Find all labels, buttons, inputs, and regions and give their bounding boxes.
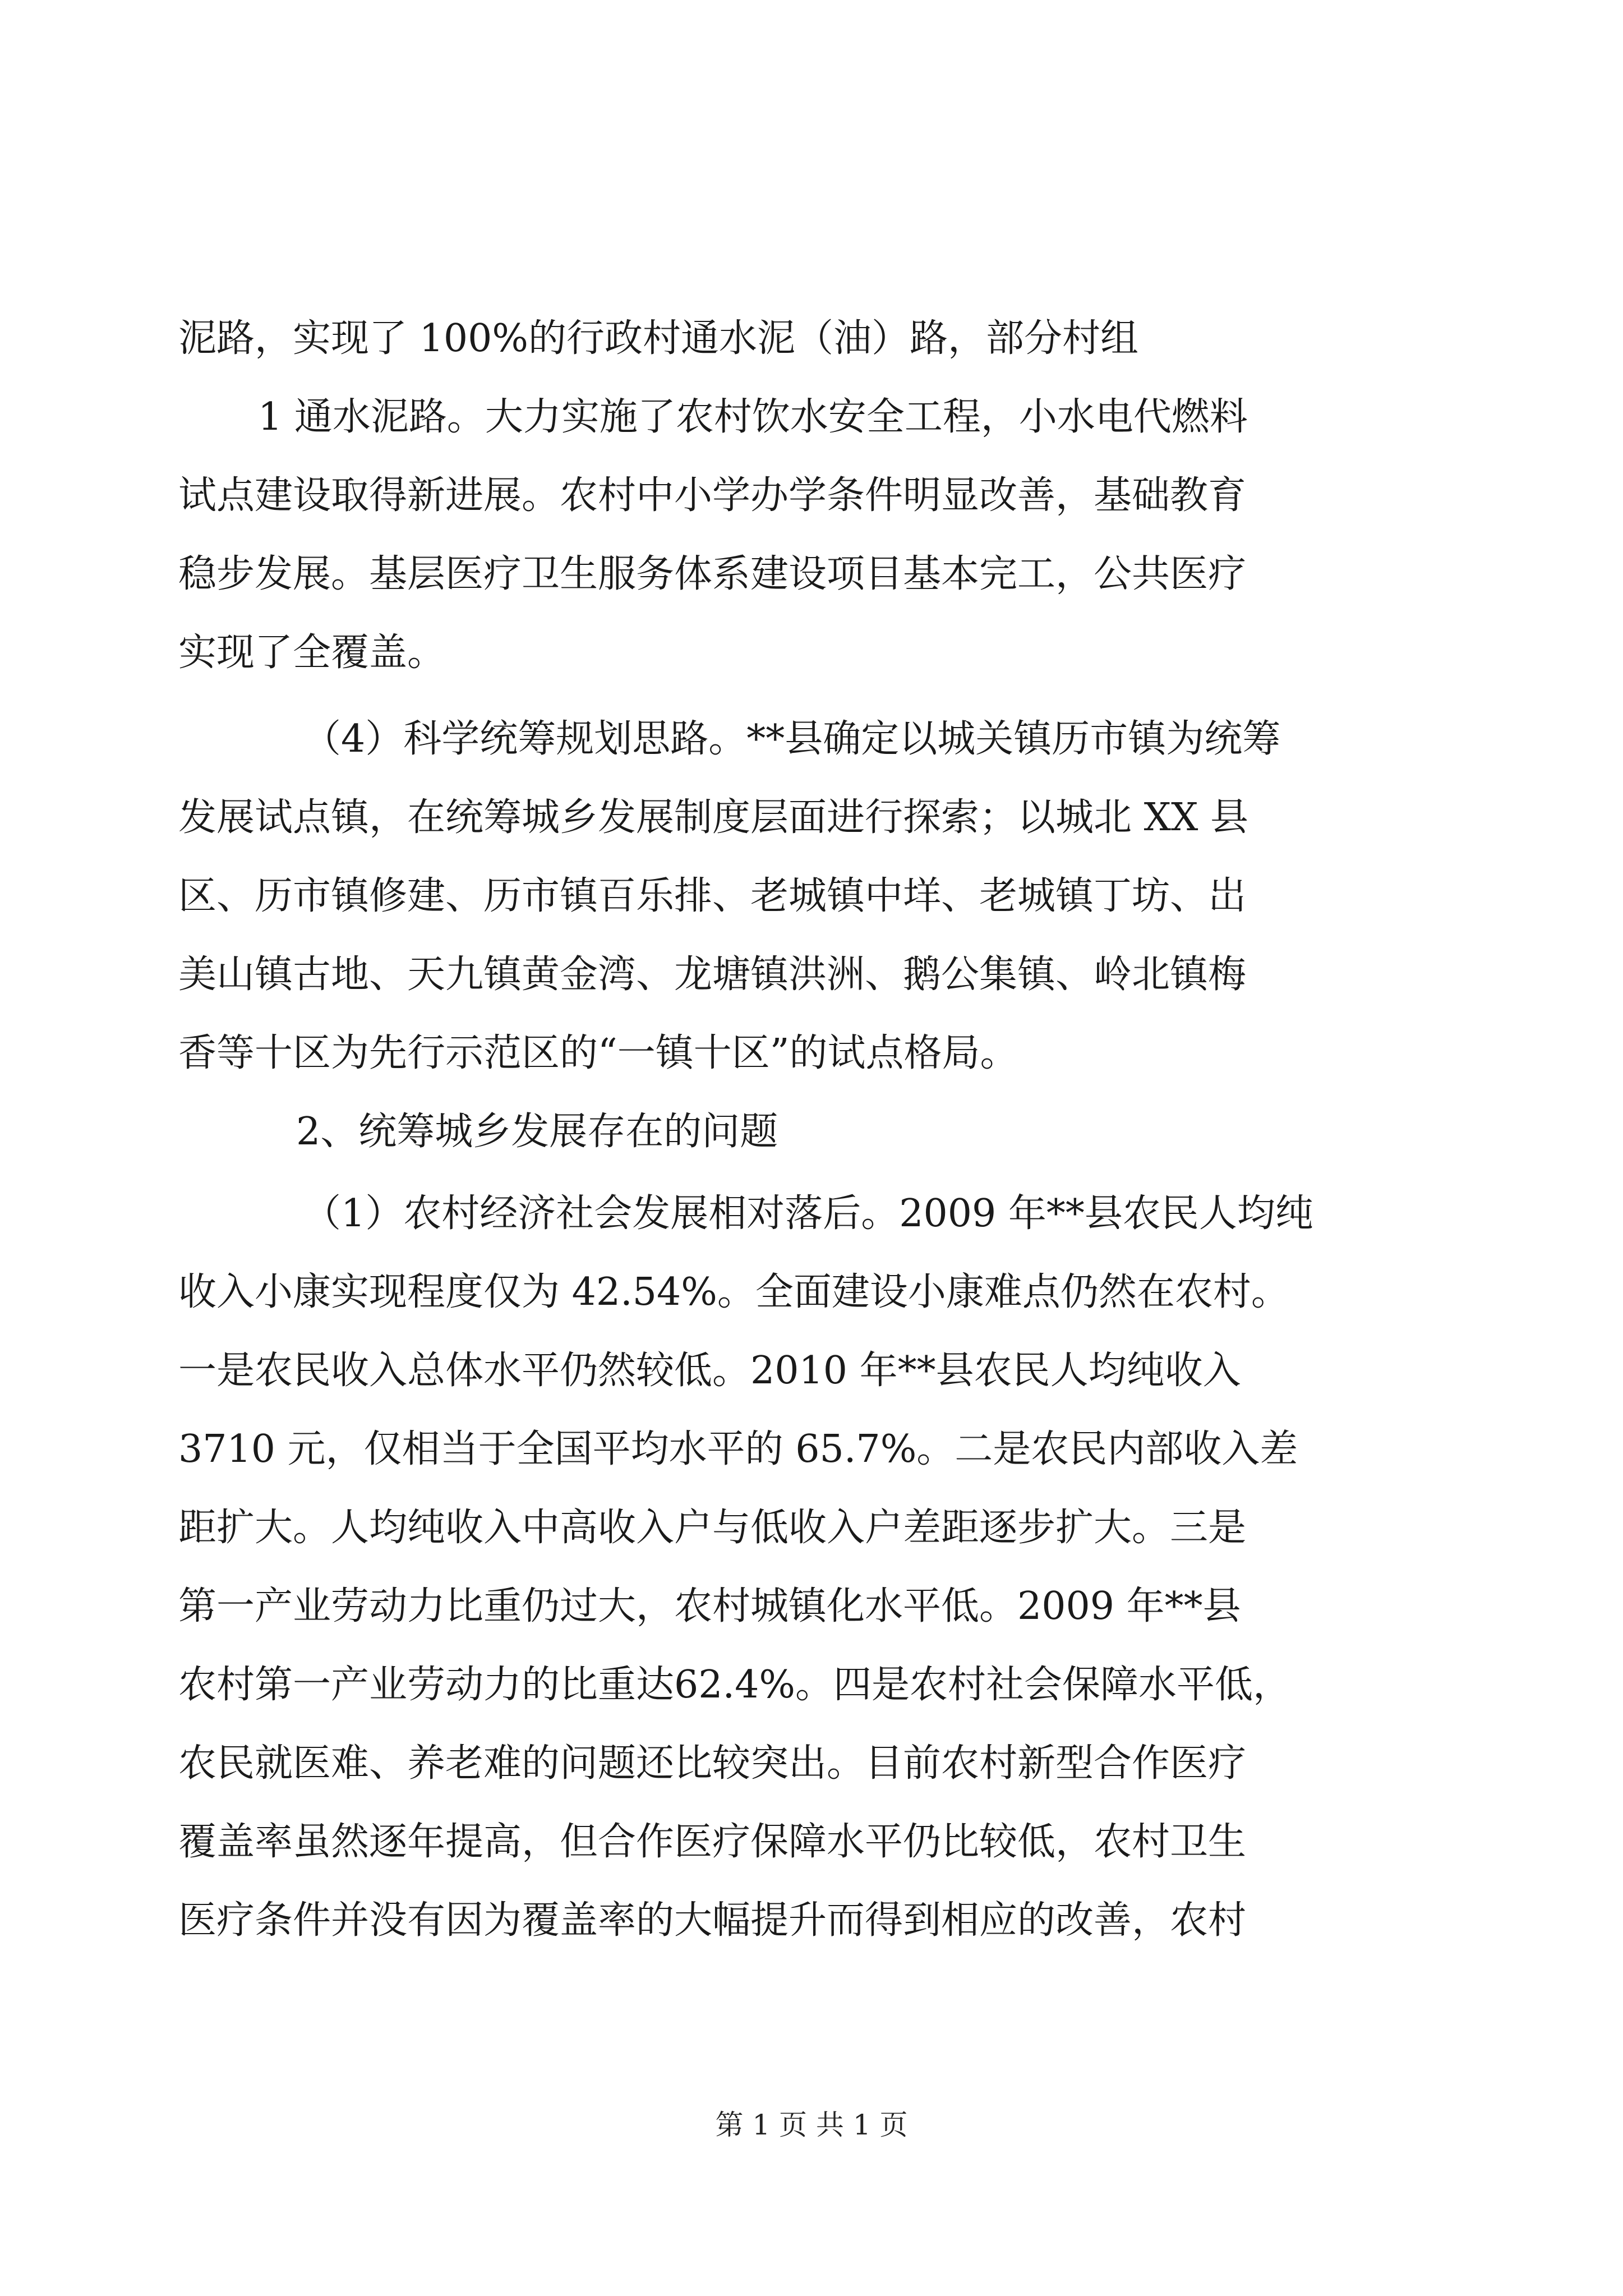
text-line-14: 一是农民收入总体水平仍然较低。2010 年**县农民人均纯收入 — [178, 1349, 1241, 1393]
text-line-8: 区、历市镇修建、历市镇百乐排、老城镇中垟、老城镇丁坊、岀 — [178, 874, 1247, 918]
text-line-1: 泥路，实现了 100%的行政村通水泥（油）路，部分村组 — [178, 316, 1139, 361]
text-line-15: 3710 元，仅相当于全国平均水平的 65.7%。二是农民内部收入差 — [178, 1427, 1298, 1471]
text-line-5: 实现了全覆盖。 — [178, 631, 446, 675]
text-line-20: 覆盖率虽然逐年提高，但合作医疗保障水平仍比较低，农村卫生 — [178, 1820, 1247, 1864]
text-line-12: （1）农村经济社会发展相对落后。2009 年**县农民人均纯 — [303, 1191, 1313, 1236]
text-line-3: 试点建设取得新进展。农村中小学办学条件明显改善，基础教育 — [178, 473, 1247, 518]
text-line-13: 收入小康实现程度仅为 42.54%。全面建设小康难点仍然在农村。 — [178, 1270, 1289, 1314]
text-line-18: 农村第一产业劳动力的比重达62.4%。四是农村社会保障水平低， — [178, 1663, 1292, 1707]
text-line-17: 第一产业劳动力比重仍过大，农村城镇化水平低。2009 年**县 — [178, 1584, 1241, 1628]
text-line-6: （4）科学统筹规划思路。**县确定以城关镇历市镇为统筹 — [303, 717, 1281, 761]
text-line-9: 美山镇古地、天九镇黄金湾、龙塘镇洪洲、鹅公集镇、岭北镇梅 — [178, 953, 1247, 997]
text-line-7: 发展试点镇，在统筹城乡发展制度层面进行探索；以城北 XX 县 — [178, 795, 1249, 840]
text-line-10: 香等十区为先行示范区的“一镇十区”的试点格局。 — [178, 1031, 1018, 1075]
text-line-21: 医疗条件并没有因为覆盖率的大幅提升而得到相应的改善，农村 — [178, 1898, 1247, 1943]
text-line-4: 稳步发展。基层医疗卫生服务体系建设项目基本完工，公共医疗 — [178, 552, 1247, 596]
section-heading: 2、统筹城乡发展存在的问题 — [296, 1110, 778, 1154]
text-line-16: 距扩大。人均纯收入中高收入户与低收入户差距逐步扩大。三是 — [178, 1506, 1247, 1550]
page-footer: 第 1 页 共 1 页 — [715, 2109, 908, 2141]
text-line-2: 1 通水泥路。大力实施了农村饮水安全工程，小水电代燃料 — [258, 395, 1248, 439]
text-line-19: 农民就医难、养老难的问题还比较突出。目前农村新型合作医疗 — [178, 1741, 1247, 1786]
